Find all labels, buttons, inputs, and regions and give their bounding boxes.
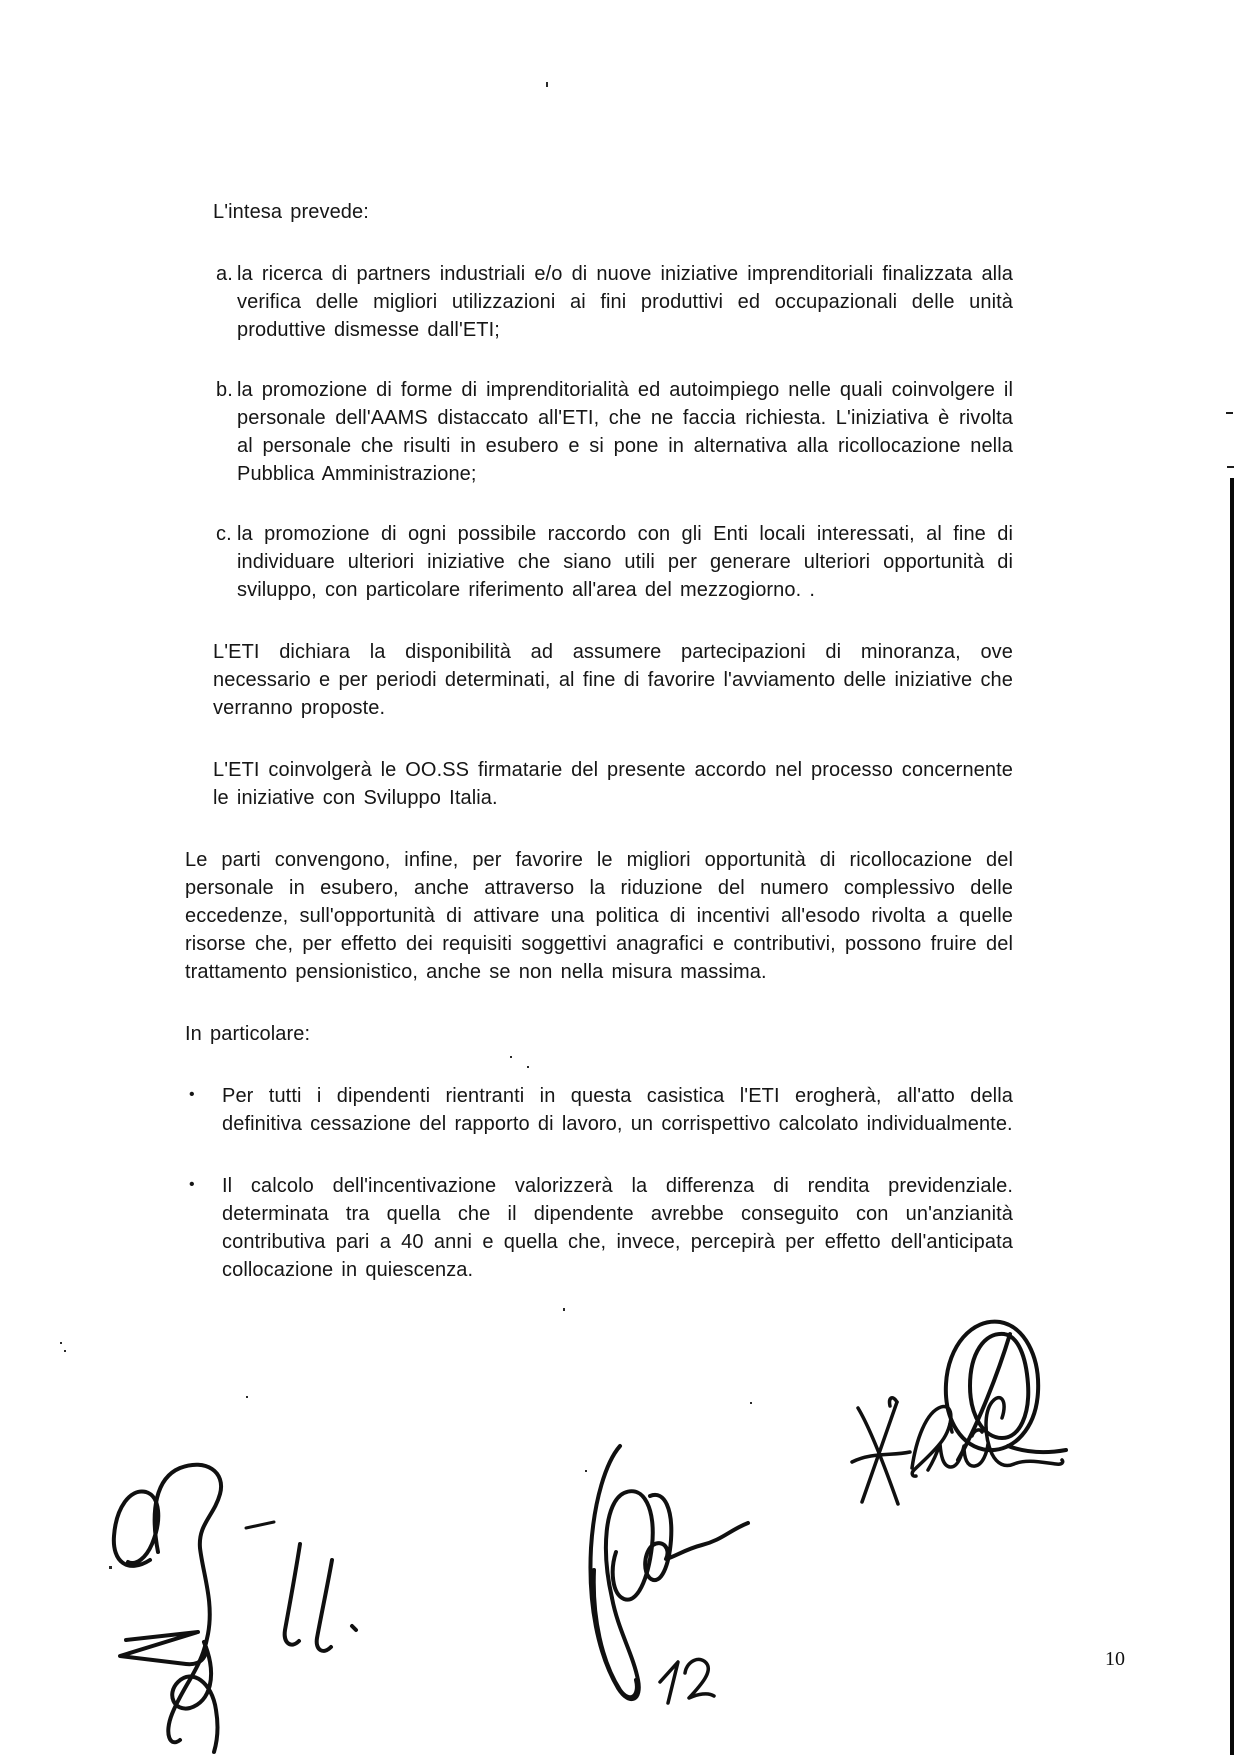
scan-speck bbox=[546, 82, 548, 87]
signature-right bbox=[852, 1398, 1063, 1504]
list-item-marker: c. bbox=[216, 523, 232, 545]
scan-speck bbox=[527, 1066, 529, 1068]
scan-speck bbox=[60, 1342, 62, 1344]
list-item-text: Per tutti i dipendenti rientranti in questa casistica l'ETI erogherà, all'atto della definitiva cessazione del rapporto di lavoro, un corrispettivo calcolato individualmente. bbox=[222, 1085, 1013, 1135]
handwritten-page-number bbox=[660, 1659, 714, 1703]
scan-speck bbox=[1226, 412, 1233, 414]
scan-speck bbox=[64, 1350, 66, 1352]
intro-line: L'intesa prevede: bbox=[213, 201, 369, 223]
document-body bbox=[185, 198, 1013, 1318]
bullet-list bbox=[185, 1082, 1013, 1284]
signature-center bbox=[590, 1446, 748, 1699]
signature-circle-scrawl bbox=[946, 1322, 1066, 1460]
list-item-marker: a. bbox=[216, 263, 233, 285]
paragraph: Le parti convengono, infine, per favorire le migliori opportunità di ricollocazione del personale in esubero, anche attraverso la riduzione del numero complessivo delle eccedenze, sull'opportunità di attivare una politica di incentivi all'esodo rivolta a quelle risorse che, per effetto dei requisiti soggettivi anagrafici e contributivi, possono fruire del trattamento pensionistico, anche se non nella misura massima. bbox=[185, 849, 1013, 983]
lettered-list bbox=[185, 260, 1013, 604]
list-item bbox=[185, 1172, 1013, 1284]
list-item-text: la promozione di forme di imprenditorialità ed autoimpiego nelle quali coinvolgere il personale dell'AAMS distaccato all'ETI, che ne faccia richiesta. L'iniziativa è rivolta al personale che risulti in esubero e si pone in alternativa alla ricollocazione nella Pubblica Amministrazione; bbox=[237, 379, 1013, 485]
list-item bbox=[185, 376, 1013, 488]
list-item-text: la promozione di ogni possibile raccordo con gli Enti locali interessati, al fine di individuare ulteriori iniziative che siano utili per generare ulteriori opportunità di sviluppo, con particolare riferimento all'area del mezzogiorno. . bbox=[237, 523, 1013, 601]
scan-speck bbox=[246, 1396, 248, 1398]
in-particolare-line: In particolare: bbox=[185, 1023, 311, 1045]
scan-border-artifact bbox=[1230, 478, 1234, 1755]
list-item-text: Il calcolo dell'incentivazione valorizzerà la differenza di rendita previdenziale. determinata tra quella che il dipendente avrebbe conseguito con un'anzianità contributiva pari a 40 anni e quella che, invece, percepirà per effetto dell'anticipata collocazione in quiescenza. bbox=[222, 1175, 1013, 1281]
list-item-marker: b. bbox=[216, 379, 233, 401]
list-item bbox=[185, 1082, 1013, 1138]
list-item-text: la ricerca di partners industriali e/o di nuove iniziative imprenditoriali finalizzata alla verifica delle migliori utilizzazioni ai fini produttivi ed occupazionali delle unità produttive dismesse dall'ETI; bbox=[237, 263, 1013, 341]
scan-speck bbox=[109, 1566, 112, 1569]
bullet-icon: • bbox=[189, 1176, 195, 1193]
list-item bbox=[185, 520, 1013, 604]
scan-speck bbox=[585, 1470, 587, 1472]
bullet-icon: • bbox=[189, 1086, 195, 1103]
scan-speck bbox=[750, 1402, 752, 1404]
scan-speck bbox=[510, 1056, 512, 1058]
printed-page-number: 10 bbox=[1105, 1648, 1125, 1670]
paragraph: L'ETI coinvolgerà le OO.SS firmatarie del presente accordo nel processo concernente le iniziative con Sviluppo Italia. bbox=[213, 759, 1013, 809]
scan-speck bbox=[563, 1308, 565, 1311]
scan-speck bbox=[1227, 466, 1234, 468]
signature-left bbox=[114, 1465, 356, 1752]
paragraph: L'ETI dichiara la disponibilità ad assumere partecipazioni di minoranza, ove necessario e per periodi determinati, al fine di favorire l'avviamento delle iniziative che verranno proposte. bbox=[213, 641, 1013, 719]
list-item bbox=[185, 260, 1013, 344]
